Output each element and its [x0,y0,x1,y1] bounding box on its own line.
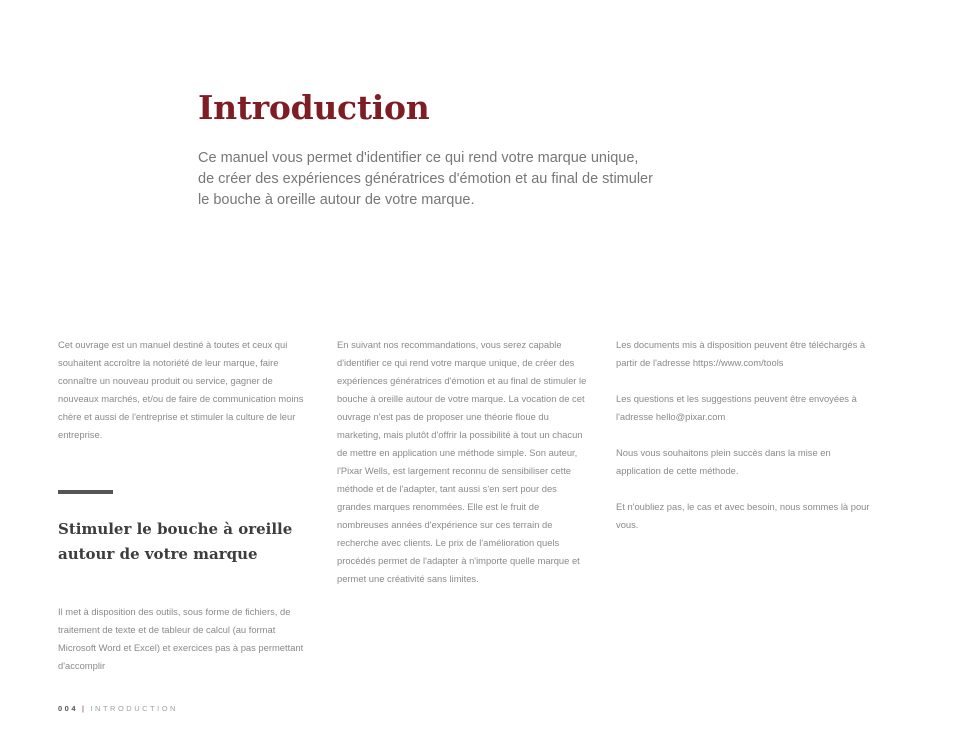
column-3-paragraph-1: Les documents mis à disposition peuvent être téléchargés à partir de l'adresse https://www.com/tools [616,339,866,368]
footer-section-name: INTRODUCTION [90,704,178,713]
column-1 [58,336,308,444]
section-heading: Stimuler le bouche à oreille autour de votre marque [58,520,293,563]
footer-separator: | [82,704,87,713]
column-2 [337,336,587,588]
section-divider [58,490,113,494]
column-2-text: En suivant nos recommandations, vous serez capable d'identifier ce qui rend votre marque unique, de créer des expériences génératrices d'émotion et au final de stimuler le bouche à oreille autour de votre marque. La vocation de cet ouvrage n'est pas de proposer une théorie floue du marketing, mais plutôt d'offrir la possibilité à tout un chacun de mettre en application une méthode simple. Son auteur, l'Pixar Wells, est largement reconnu de sensibiliser cette méthode et de l'adapter, tant aussi s'en sert pour des grandes marques renommées. Elle est le fruit de nombreuses années d'expérience sur ces terrain de recherche avec clients. Le prix de l'amélioration quels procédés permet de l'adapter à n'importe quelle marque et permet une créativité sans limites. [337,339,587,584]
column-3-paragraph-3: Nous vous souhaitons plein succès dans la mise en application de cette méthode. [616,447,831,476]
column-3 [616,336,876,552]
page-number: 004 [58,704,79,713]
page-footer [58,704,178,713]
column-3-paragraph-4: Et n'oubliez pas, le cas et avec besoin, nous sommes là pour vous. [616,501,870,530]
intro-paragraph: Ce manuel vous permet d'identifier ce qui rend votre marque unique, de créer des expériences génératrices d'émotion et au final de stimuler le bouche à oreille autour de votre marque. [198,150,653,208]
page-title: Introduction [198,88,430,127]
column-1-text: Cet ouvrage est un manuel destiné à toutes et ceux qui souhaitent accroître la notoriété de leur marque, faire connaître un nouveau produit ou service, gagner de nouveaux marchés, et/ou de faire de communication moins chère et aussi de l'entreprise et stimuler la culture de leur entreprise. [58,339,304,440]
column-3-paragraph-2: Les questions et les suggestions peuvent être envoyées à l'adresse hello@pixar.com [616,393,857,422]
column-1-text-2: Il met à disposition des outils, sous forme de fichiers, de traitement de texte et de tableur de calcul (au format Microsoft Word et Excel) et exercices pas à pas permettant d'accomplir [58,606,304,671]
